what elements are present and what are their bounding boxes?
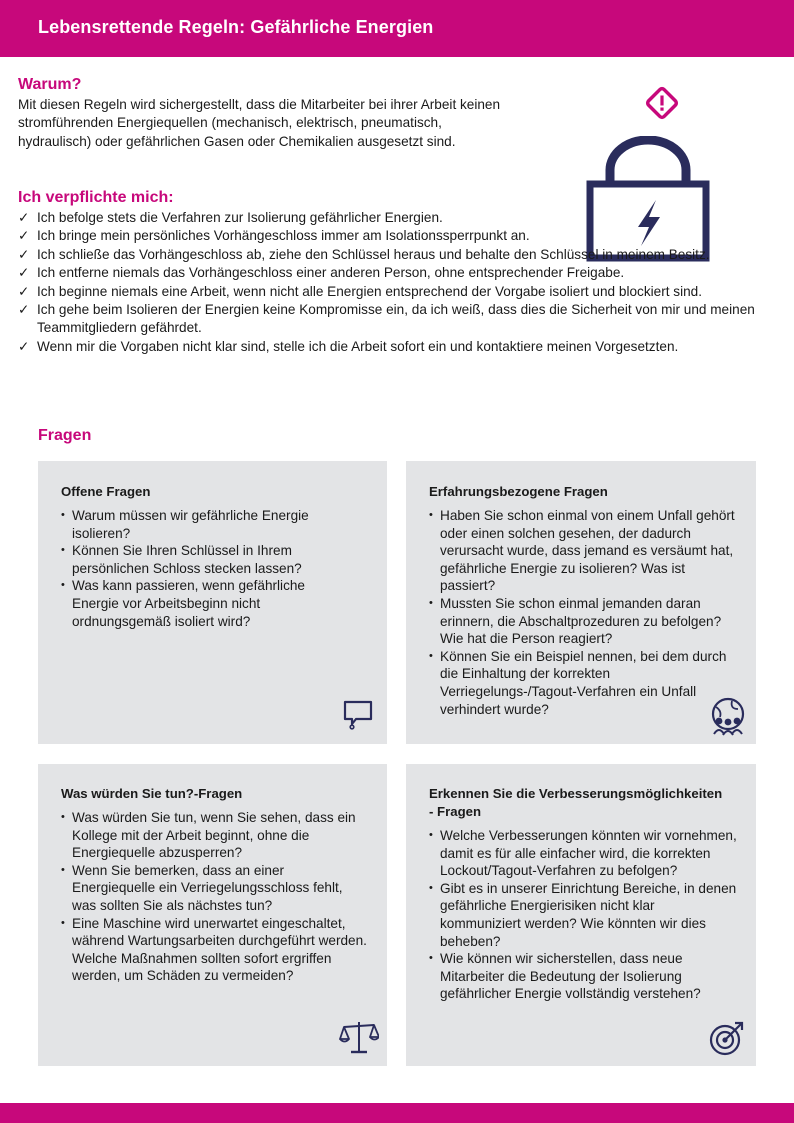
question-item: • Welche Verbesserungen könnten wir vornehmen, damit es für alle einfacher wird, die korrekten Lockout/Tagout-Verfahren zu befolgen? [429,827,737,880]
pledge-item [18,264,788,282]
pledge-text: Ich bringe mein persönliches Vorhängeschloss immer am Isolationssperrpunkt an. [37,228,530,244]
question-item: • Was würden Sie tun, wenn Sie sehen, dass ein Kollege mit der Arbeit beginnt, ohne die Energiequelle abzusperren? [61,809,367,862]
check-icon: ✓ [18,338,30,354]
globe-people-icon [708,697,748,737]
question-card-open [38,461,387,744]
warum-heading: Warum? [18,76,82,93]
pledge-list [18,209,788,356]
pledge-text: Ich beginne niemals eine Arbeit, wenn nicht alle Energien entsprechend der Vorgabe isoliert und blockiert sind. [37,283,702,299]
footer-bar [0,1103,794,1123]
header-bar [0,0,794,57]
question-item: • Gibt es in unserer Einrichtung Bereiche, in denen gefährliche Energierisiken nicht klar kommuniziert werden? Wie könnten wir dies beheben? [429,880,737,950]
warum-text: Mit diesen Regeln wird sichergestellt, dass die Mitarbeiter bei ihrer Arbeit keinen stromführenden Energiequellen (mechanisch, elektrisch, pneumatisch, hydraulisch) oder gefährlichen Gasen oder Chemikalien ausgesetzt sind. [18,97,501,149]
check-icon: ✓ [18,210,30,225]
question-card-improvement [406,764,756,1066]
card-title: Erfahrungsbezogene Fragen [429,484,608,499]
check-icon: ✓ [18,302,30,318]
question-item: • Können Sie Ihren Schlüssel in Ihrem persönlichen Schloss stecken lassen? [61,542,351,577]
card-title: Offene Fragen [61,484,151,499]
speech-bubble-icon [341,697,375,731]
card-title: Was würden Sie tun?-Fragen [61,786,243,801]
question-list [429,507,741,718]
check-icon: ✓ [18,246,30,262]
question-item: • Mussten Sie schon einmal jemanden daran erinnern, die Abschaltprozeduren zu befolgen? Wie hat die Person reagiert? [429,595,741,648]
pledge-item [18,338,788,356]
pledge-text: Ich entferne niemals das Vorhängeschloss einer anderen Person, ohne entsprechender Freigabe. [37,265,625,281]
question-card-what-would-you-do [38,764,387,1066]
pledge-item [18,283,788,301]
question-item: • Wenn Sie bemerken, dass an einer Energiequelle ein Verriegelungsschloss fehlt, was sollten Sie als nächstes tun? [61,862,367,915]
question-list [61,809,367,985]
verpflichtung-heading: Ich verpflichte mich: [18,189,174,206]
pledge-text: Wenn mir die Vorgaben nicht klar sind, stelle ich die Arbeit sofort ein und kontaktiere meinen Vorgesetzten. [37,338,679,354]
target-arrow-icon [709,1020,745,1056]
question-list [429,827,737,1003]
balance-scale-icon [339,1019,379,1055]
page-title: Lebensrettende Regeln: Gefährliche Energien [38,17,434,37]
pledge-item [18,209,788,227]
question-item: • Eine Maschine wird unerwartet eingeschaltet, während Wartungsarbeiten durchgeführt werden. Welche Maßnahmen sollten sofort ergriffen werden, um Schäden zu vermeiden? [61,915,367,985]
warning-diamond-icon [645,86,679,120]
pledge-item [18,301,788,338]
pledge-text: Ich schließe das Vorhängeschloss ab, ziehe den Schlüssel heraus und behalte den Schlüssel in meinem Besitz. [37,246,710,262]
fragen-heading: Fragen [38,427,92,444]
card-title: Erkennen Sie die Verbesserungsmöglichkeiten - Fragen [429,786,723,819]
question-item: • Was kann passieren, wenn gefährliche Energie vor Arbeitsbeginn nicht ordnungsgemäß isoliert wird? [61,577,351,630]
question-item: • Wie können wir sicherstellen, dass neue Mitarbeiter die Bedeutung der Isolierung gefährlicher Energie vollständig verstehen? [429,950,737,1003]
pledge-text: Ich befolge stets die Verfahren zur Isolierung gefährlicher Energien. [37,210,443,225]
question-item: • Haben Sie schon einmal von einem Unfall gehört oder einen solchen gesehen, der dadurch verursacht wurde, dass jemand es versäumt hat, gefährliche Energie zu isolieren? Was ist passiert? [429,507,741,595]
check-icon: ✓ [18,283,30,299]
question-list [61,507,351,630]
question-item: • Warum müssen wir gefährliche Energie isolieren? [61,507,351,542]
check-icon: ✓ [18,265,30,281]
question-card-experience [406,461,756,744]
check-icon: ✓ [18,228,30,244]
pledge-item [18,227,788,245]
question-item: • Können Sie ein Beispiel nennen, bei dem durch die Einhaltung der korrekten Verriegelungs-/Tagout-Verfahren ein Unfall verhindert wurde? [429,648,741,718]
pledge-item [18,246,788,264]
pledge-text: Ich gehe beim Isolieren der Energien keine Kompromisse ein, da ich weiß, dass dies die Sicherheit von mir und meinen Teammitgliedern gefährdet. [37,302,755,336]
